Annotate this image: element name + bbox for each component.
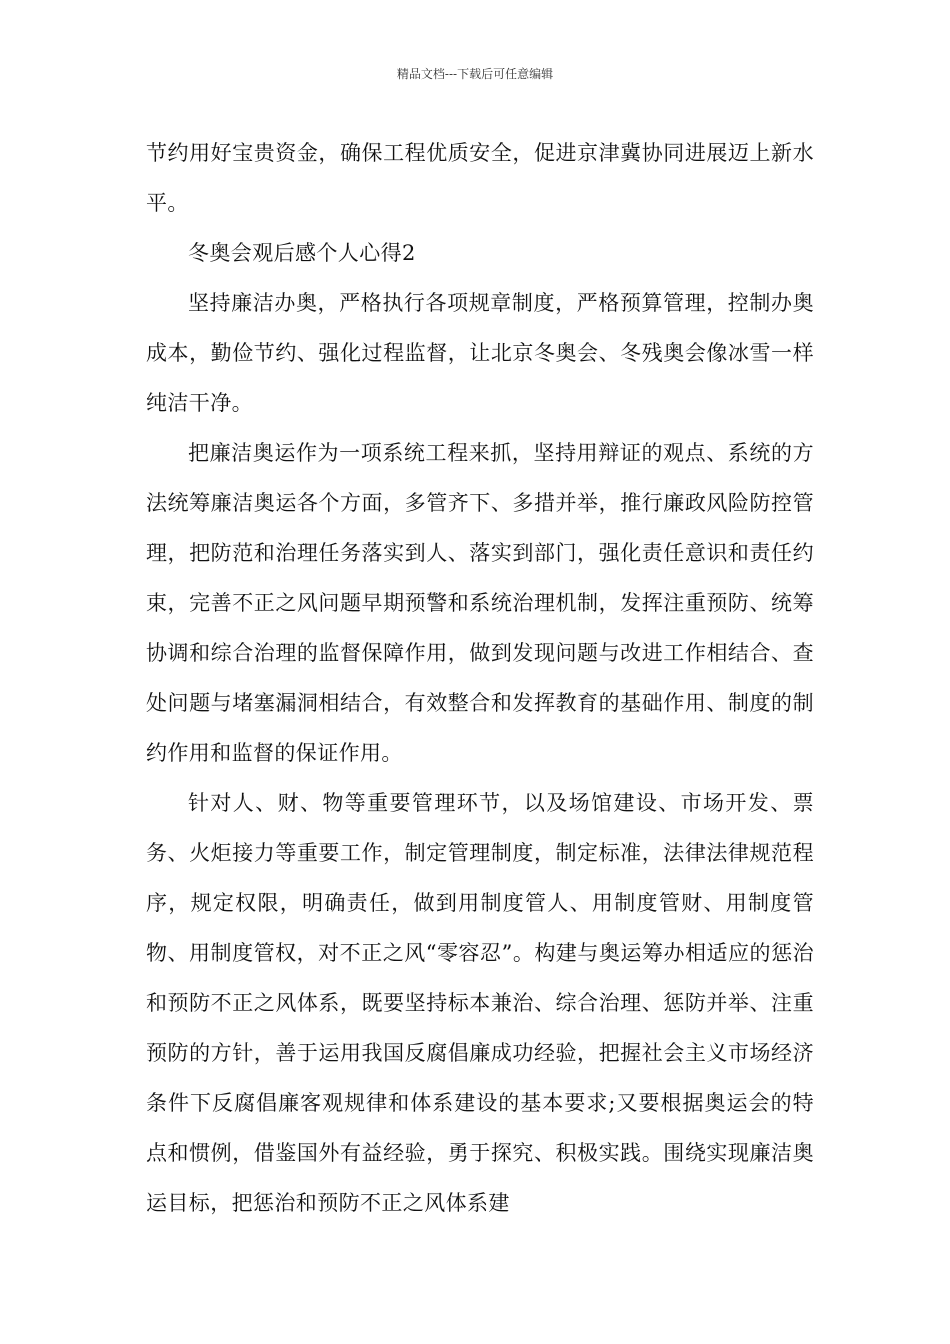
- document-body: [146, 128, 814, 1228]
- page-header: 精品文档---下载后可任意编辑: [396, 67, 554, 81]
- paragraph: 坚持廉洁办奥，严格执行各项规章制度，严格预算管理，控制办奥成本，勤俭节约、强化过程监督，让北京冬奥会、冬残奥会像冰雪一样纯洁干净。: [146, 291, 814, 415]
- paragraph: 把廉洁奥运作为一项系统工程来抓，坚持用辩证的观点、系统的方法统筹廉洁奥运各个方面，多管齐下、多措并举，推行廉政风险防控管理，把防范和治理任务落实到人、落实到部门，强化责任意识和责任约束，完善不正之风问题早期预警和系统治理机制，发挥注重预防、统筹协调和综合治理的监督保障作用，做到发现问题与改进工作相结合、查处问题与堵塞漏洞相结合，有效整合和发挥教育的基础作用、制度的制约作用和监督的保证作用。: [146, 441, 814, 765]
- section-heading: 冬奥会观后感个人心得2: [188, 241, 416, 265]
- paragraph: 针对人、财、物等重要管理环节，以及场馆建设、市场开发、票务、火炬接力等重要工作，制定管理制度，制定标准，法律法律规范程序，规定权限，明确责任，做到用制度管人、用制度管财、用制度管物、用制度管权，对不正之风“零容忍”。构建与奥运筹办相适应的惩治和预防不正之风体系，既要坚持标本兼治、综合治理、惩防并举、注重预防的方针，善于运用我国反腐倡廉成功经验，把握社会主义市场经济条件下反腐倡廉客观规律和体系建设的基本要求;又要根据奥运会的特点和惯例，借鉴国外有益经验，勇于探究、积极实践。围绕实现廉洁奥运目标，把惩治和预防不正之风体系建: [146, 791, 814, 1215]
- paragraph-continuation: 节约用好宝贵资金，确保工程优质安全，促进京津冀协同进展迈上新水平。: [146, 141, 814, 215]
